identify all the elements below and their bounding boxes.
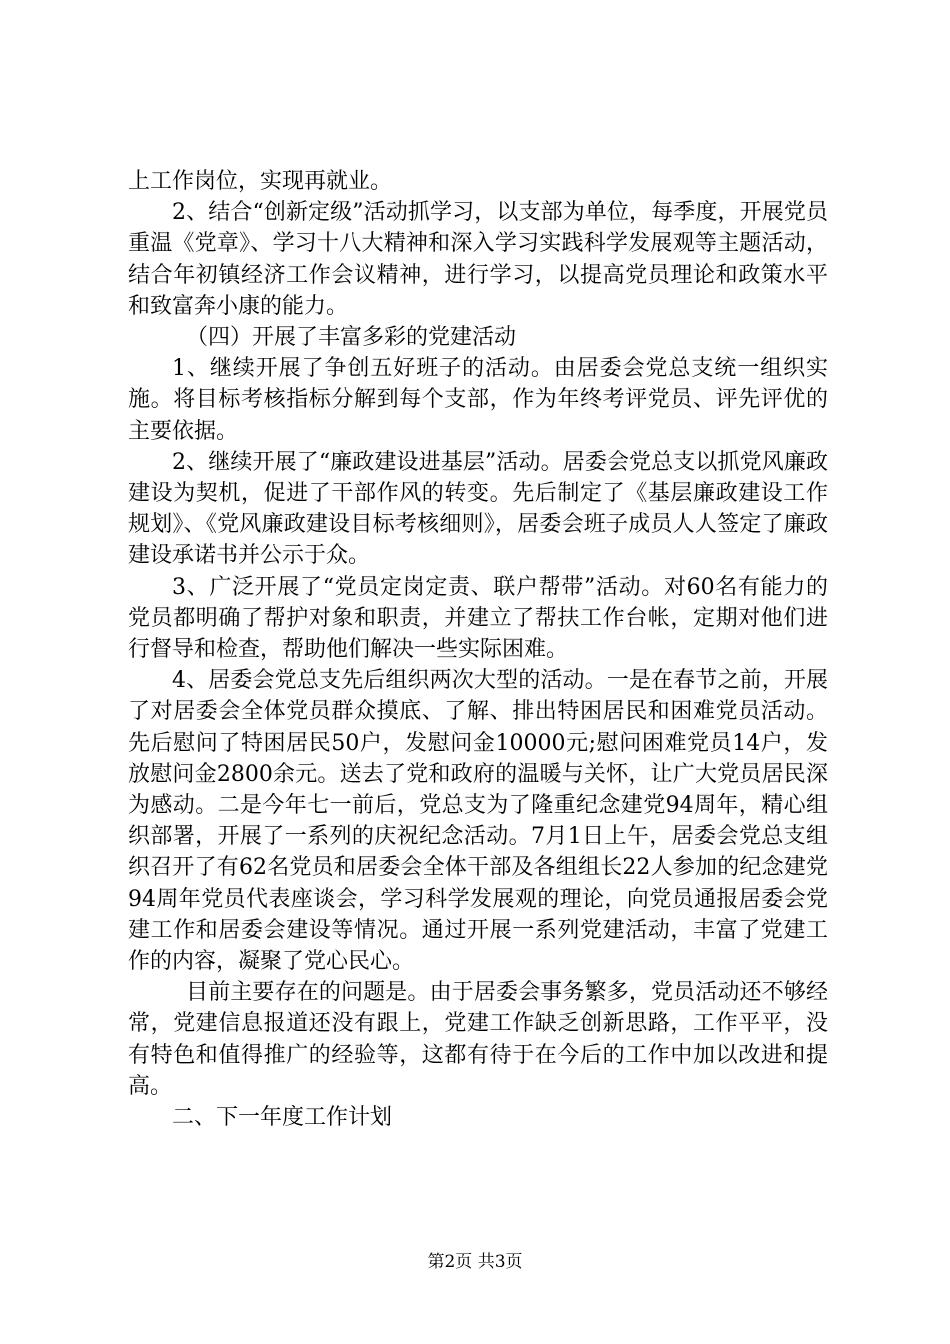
paragraph-2: 2、结合“创新定级”活动抓学习，以支部为单位，每季度，开展党员重温《党章》、学习十八大精神和深入学习实践科学发展观等主题活动，结合年初镇经济工作会议精神，进行学习，以提高党员理论和政策水平和致富奔小康的能力。 [128, 200, 828, 319]
page-number: 第2页 共3页 [427, 1252, 523, 1272]
paragraph-5: 3、广泛开展了“党员定岗定责、联户帮带”活动。对60名有能力的党员都明确了帮护对象和职责，并建立了帮扶工作台帐，定期对他们进行督导和检查，帮助他们解决一些实际困难。 [128, 574, 828, 663]
paragraph-7: 目前主要存在的问题是。由于居委会事务繁多，党员活动还不够经常，党建信息报道还没有跟上，党建工作缺乏创新思路，工作平平，没有特色和值得推广的经验等，这都有待于在今后的工作中加以改进和提高。 [128, 980, 828, 1099]
section-heading-2: 二、下一年度工作计划 [172, 1105, 393, 1131]
paragraph-6: 4、居委会党总支先后组织两次大型的活动。一是在春节之前，开展了对居委会全体党员群众摸底、了解、排出特困居民和困难党员活动。先后慰问了特困居民50户，发慰问金10000元;慰问困难党员14户，发放慰问金2800余元。送去了党和政府的温暖与关怀，让广大党员居民深为感动。二是今年七一前后，党总支为了隆重纪念建党94周年，精心组织部署，开展了一系列的庆祝纪念活动。7月1日上午，居委会党总支组织召开了有62名党员和居委会全体干部及各组组长22人参加的纪念建党94周年党员代表座谈会，学习科学发展观的理论，向党员通报居委会党建工作和居委会建设等情况。通过开展一系列党建活动，丰富了党建工作的内容，凝聚了党心民心。 [128, 668, 828, 975]
paragraph-1: 上工作岗位，实现再就业。 [128, 169, 393, 194]
paragraph-4: 2、继续开展了“廉政建设进基层”活动。居委会党总支以抓党风廉政建设为契机，促进了干部作风的转变。先后制定了《基层廉政建设工作规划》、《党风廉政建设目标考核细则》，居委会班子成员人人签定了廉政建设承诺书并公示于众。 [128, 449, 828, 569]
document-body [128, 166, 828, 1133]
page-footer [0, 1247, 950, 1272]
section-heading-4: （四）开展了丰富多彩的党建活动 [186, 325, 517, 351]
paragraph-3: 1、继续开展了争创五好班子的活动。由居委会党总支统一组织实施。将目标考核指标分解到每个支部，作为年终考评党员、评先评优的主要依据。 [128, 356, 828, 444]
